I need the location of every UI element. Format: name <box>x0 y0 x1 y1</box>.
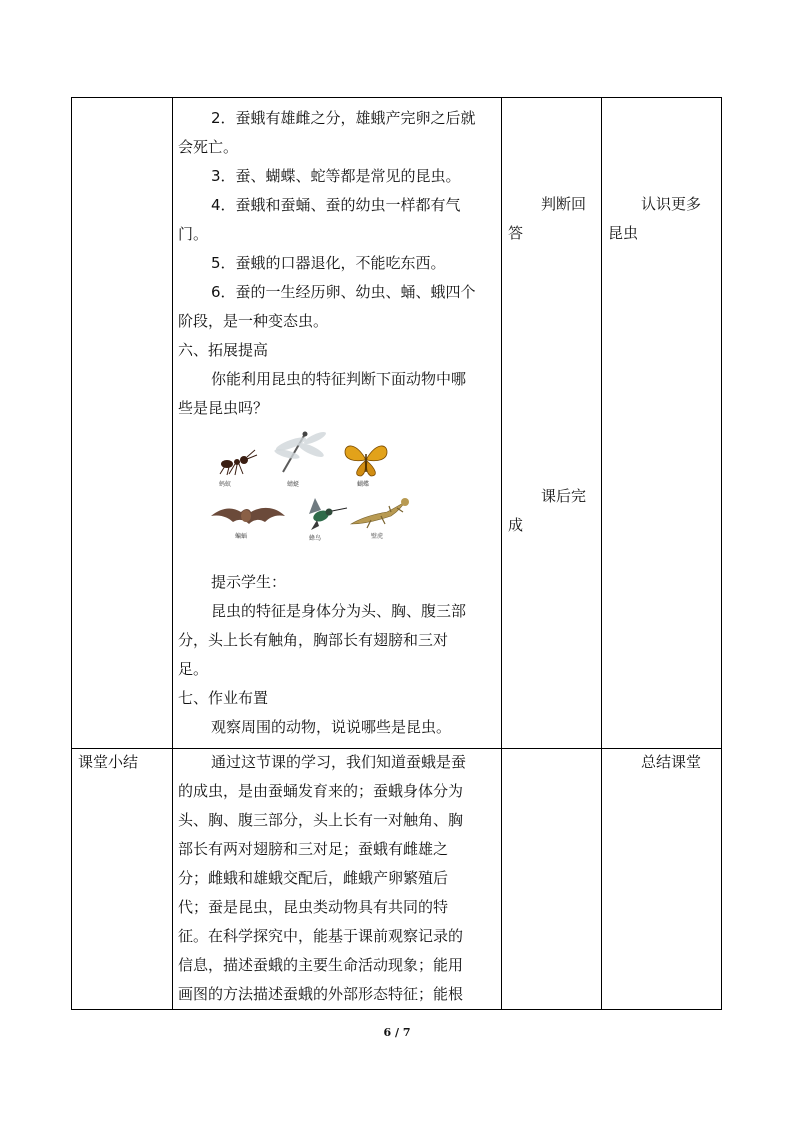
butterfly-label: 蝴蝶 <box>357 481 370 488</box>
dragonfly-icon <box>274 430 328 472</box>
text-line: 通过这节课的学习，我们知道蚕蛾是蚕 <box>211 753 467 771</box>
text-line: 提示学生： <box>211 573 287 591</box>
text-line: 的成虫，是由蚕蛹发育来的；蚕蛾身体分为 <box>178 782 464 800</box>
section-heading: 七、作业布置 <box>178 689 269 707</box>
student-activity-answer <box>508 190 598 248</box>
row1-content-continued <box>178 568 498 742</box>
text-line: 部长有两对翅膀和三对足；蚕蛾有雌雄之 <box>178 840 449 858</box>
text-line: 足。 <box>178 660 209 678</box>
lesson-table <box>71 97 722 1010</box>
text-line: 5．蚕蛾的口器退化，不能吃东西。 <box>211 254 446 272</box>
gecko-label: 壁虎 <box>371 533 384 540</box>
text-line: 阶段，是一种变态虫。 <box>178 312 329 330</box>
text-line: 答 <box>508 224 524 242</box>
text-line: 总结课堂 <box>641 753 702 771</box>
text-line: 3．蚕、蝴蝶、蛇等都是常见的昆虫。 <box>211 167 461 185</box>
column-divider <box>501 97 502 1010</box>
text-line: 4．蚕蛾和蚕蛹、蚕的幼虫一样都有气 <box>211 196 461 214</box>
text-line: 认识更多 <box>641 195 702 213</box>
text-line: 2．蚕蛾有雄雌之分，雄蛾产完卵之后就 <box>211 109 476 127</box>
text-line: 观察周围的动物，说说哪些是昆虫。 <box>211 718 452 736</box>
bat-label: 蝙蝠 <box>235 533 248 540</box>
text-line: 分；雌蛾和雄蛾交配后，雌蛾产卵繁殖后 <box>178 869 449 887</box>
text-line: 分，头上长有触角，胸部长有翅膀和三对 <box>178 631 449 649</box>
text-line: 头、胸、腹三部分，头上长有一对触角、胸 <box>178 811 464 829</box>
table-border-top <box>71 97 722 98</box>
row-label: 课堂小结 <box>78 753 139 771</box>
text-line: 课后完 <box>541 487 587 505</box>
table-border-bottom <box>71 1009 722 1010</box>
hummingbird-label: 蜂鸟 <box>309 535 322 542</box>
gecko-icon <box>351 498 409 528</box>
text-line: 判断回 <box>541 195 587 213</box>
bat-icon <box>211 508 285 524</box>
table-border-left <box>71 97 72 1010</box>
column-divider <box>601 97 602 1010</box>
butterfly-icon <box>345 446 387 476</box>
page-number: 6 / 7 <box>383 1026 411 1039</box>
text-line: 6．蚕的一生经历卵、幼虫、蛹、蛾四个 <box>211 283 476 301</box>
hummingbird-icon <box>309 498 347 530</box>
row1-content <box>178 104 498 423</box>
row2-design-intent <box>608 748 718 777</box>
column-divider <box>172 97 173 1010</box>
text-line: 征。在科学探究中，能基于课前观察记录的 <box>178 927 464 945</box>
design-intent <box>608 190 718 248</box>
text-line: 会死亡。 <box>178 138 239 156</box>
text-line: 成 <box>508 516 524 534</box>
text-line: 昆虫的特征是身体分为头、胸、腹三部 <box>211 602 467 620</box>
ant-label: 蚂蚁 <box>219 481 232 488</box>
text-line: 你能利用昆虫的特征判断下面动物中哪 <box>211 370 467 388</box>
text-line: 代；蚕是昆虫，昆虫类动物具有共同的特 <box>178 898 449 916</box>
text-line: 门。 <box>178 225 209 243</box>
ant-icon <box>220 450 257 475</box>
text-line: 画图的方法描述蚕蛾的外部形态特征；能根 <box>178 985 464 1003</box>
row2-content <box>178 748 498 1009</box>
animals-figure <box>205 428 445 548</box>
dragonfly-label: 蜻蜓 <box>287 481 300 488</box>
table-border-right <box>721 97 722 1010</box>
text-line: 昆虫 <box>608 224 639 242</box>
row2-label <box>78 748 170 777</box>
text-line: 些是昆虫吗？ <box>178 399 269 417</box>
text-line: 信息，描述蚕蛾的主要生命活动现象；能用 <box>178 956 464 974</box>
student-activity-homework <box>508 482 598 540</box>
section-heading: 六、拓展提高 <box>178 341 269 359</box>
